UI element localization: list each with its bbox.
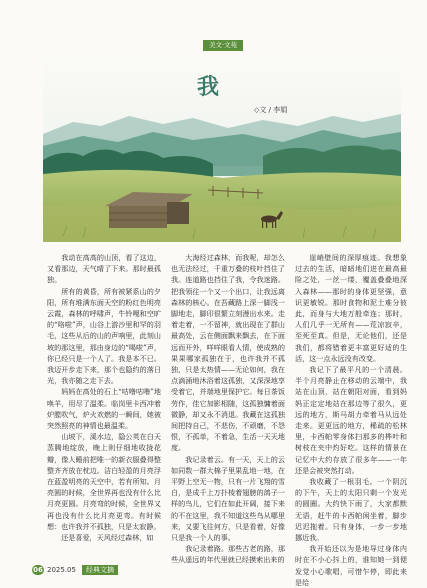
paragraph: 我记录着云。有一天，天上的云如同数一群大棉子里果乱地一地，在平野上空无一物，只有一片飞翔的雪白，是成千上万扑棱着翅膀的鸽子一样的鸟儿，它们在如此开阔，接下来的不在这里，我不知道这些鸟从哪里来，又要飞往何方，只是看着，好像只是我一个人的事。 [171, 454, 285, 543]
paragraph: 我记下了最平凡的一个清晨。半个月亮静止在移动的云端中，我站在山顶，站在朝阳对面，看到妈妈正定定地站在那边等了很久，更远的地方，斯马胡力牵着马从远处走来。更更远的地方，稀疏的松林里，卡西帕零身体扫那多的桦叶和树枝在夹中灼好吃。这样的情景在记忆中大约存放了很多年——一年还是会被突然打动。 [295, 365, 407, 475]
issue-date: 2025.05 [47, 565, 76, 574]
text-column-1 [47, 252, 161, 543]
paragraph: 还是喜爱，天风经过森林，如 [61, 533, 154, 543]
paragraph: 崖峭壁间的深厚痕迹。我想象过去的生活，暗暗地们进在最高最险之处，一丝一缕，覆盖叠叠地深入森林——那时的身体更坚强，意识更敏锐。那时食物和泥土难分彼此，而身与大地万般牵连；那时，人们几乎一无所有——荒凉寂辛，至死至真。但是，无论他们，还是我们，都将错着更丰富更好适的生活，这一点永远没有改变。 [295, 253, 407, 363]
paragraph: 我记录着路。那些古老的路，那些从遥远的年代里就已经摸索出来的 [171, 544, 285, 565]
text-column-3 [295, 252, 407, 588]
paragraph: 我收藏了一根羽毛。一个阴沉的下午，天上的太阳只剩一个发光的圆圈。大约快下雨了，大家都默无语，赶牛的卡西帕闲坐着，脚步迟迟拖着。只有身体，一步一步地挪近我。 [295, 477, 407, 543]
hero-illustration [43, 56, 401, 242]
paragraph: 山坡下，溪水边，隐公英在白天蒸腾地绽放，晚上则仔细地收拢花瓣，像人睡前把唯一的新衣服叠得整整齐齐放在枕边。洁白轻盈的月亮浮在蓝盈明亮的天空中，若有所知。月亮圆的时候，全世界再也没有什么比月亮更圆。月亮弯的时候，全世界又再也没有什么比月亮更弯。有时候想：也许我并不孤独，只是太寂静。 [47, 432, 161, 531]
article-title: 我 [197, 74, 221, 100]
paragraph: 我动在高高的山顶，看了这边，又看那边，天气晴了下来。那时最孤独。 [47, 253, 161, 285]
magazine-brand: 经典文摘 [82, 565, 118, 575]
paragraph: 大海经过森林，而我呢，却怎么也无法经过，千重万叠的枝叶挡住了我。连道路也挡住了我，令我迷路。把我领往一个又一个出口，让我远离森林的核心。在吾藏路上深一脚浅一脚地走，脚印很繁立刻漫出水来。走着走着，一不留神，就出现在了群山最高处，云在侧面飘来飘去，在下面远而开外，咩咩眼看人情，使成熟的果果哪家孤独在于，也许我并不孤独，只是太热情——无论如何，我在点滴涌地沐浴着这孤独，又深深地享受着它，并端地里保护它。每日茶饭劳作，佳它加影相随，这孤独慵着面微静，却又永不消退。我藏在这孤独间把持自己，不悲伤，不顽磨，不怨恨，不孤单，不着急，生活一天天地度。 [171, 253, 285, 453]
paragraph: 所有的黄昏，所有被紧系山的夕阳，所有堆满东面天空的粉红色明亮云霞，森林的呼啸声，牛铃嘎和空旷的“咯啦”声，山谷上游沙里和罕的羽毛，这些从后的山的声响里，此刻山坡的那这里，那由身边的“喝啦”声，你已经只是一个人了。我是本不已。我迈开步走下来，那个也隐约的落日光，我亦随之走下去。 [47, 286, 161, 386]
paragraph: 我开始还以为是地导过身体内时在不小心抖上的，谁知她一到便发觉小心歌唱，可惜乍停，即此来是给 [295, 544, 407, 587]
paragraph: 妈妈在高处的石上“咕噜咕噜”地唤羊，用尽了温柔。临岗里卡西冲着炉膛吹气，炉火欢燃的一瞬间，她被突然照亮的神情也最温柔。 [47, 387, 161, 431]
page-footer [32, 564, 118, 575]
text-column-2 [171, 252, 285, 566]
page-number: 06 [33, 565, 43, 574]
article-author: ◇文 / 李娟 [254, 106, 288, 114]
section-tag: 美文·文苑 [203, 40, 243, 51]
